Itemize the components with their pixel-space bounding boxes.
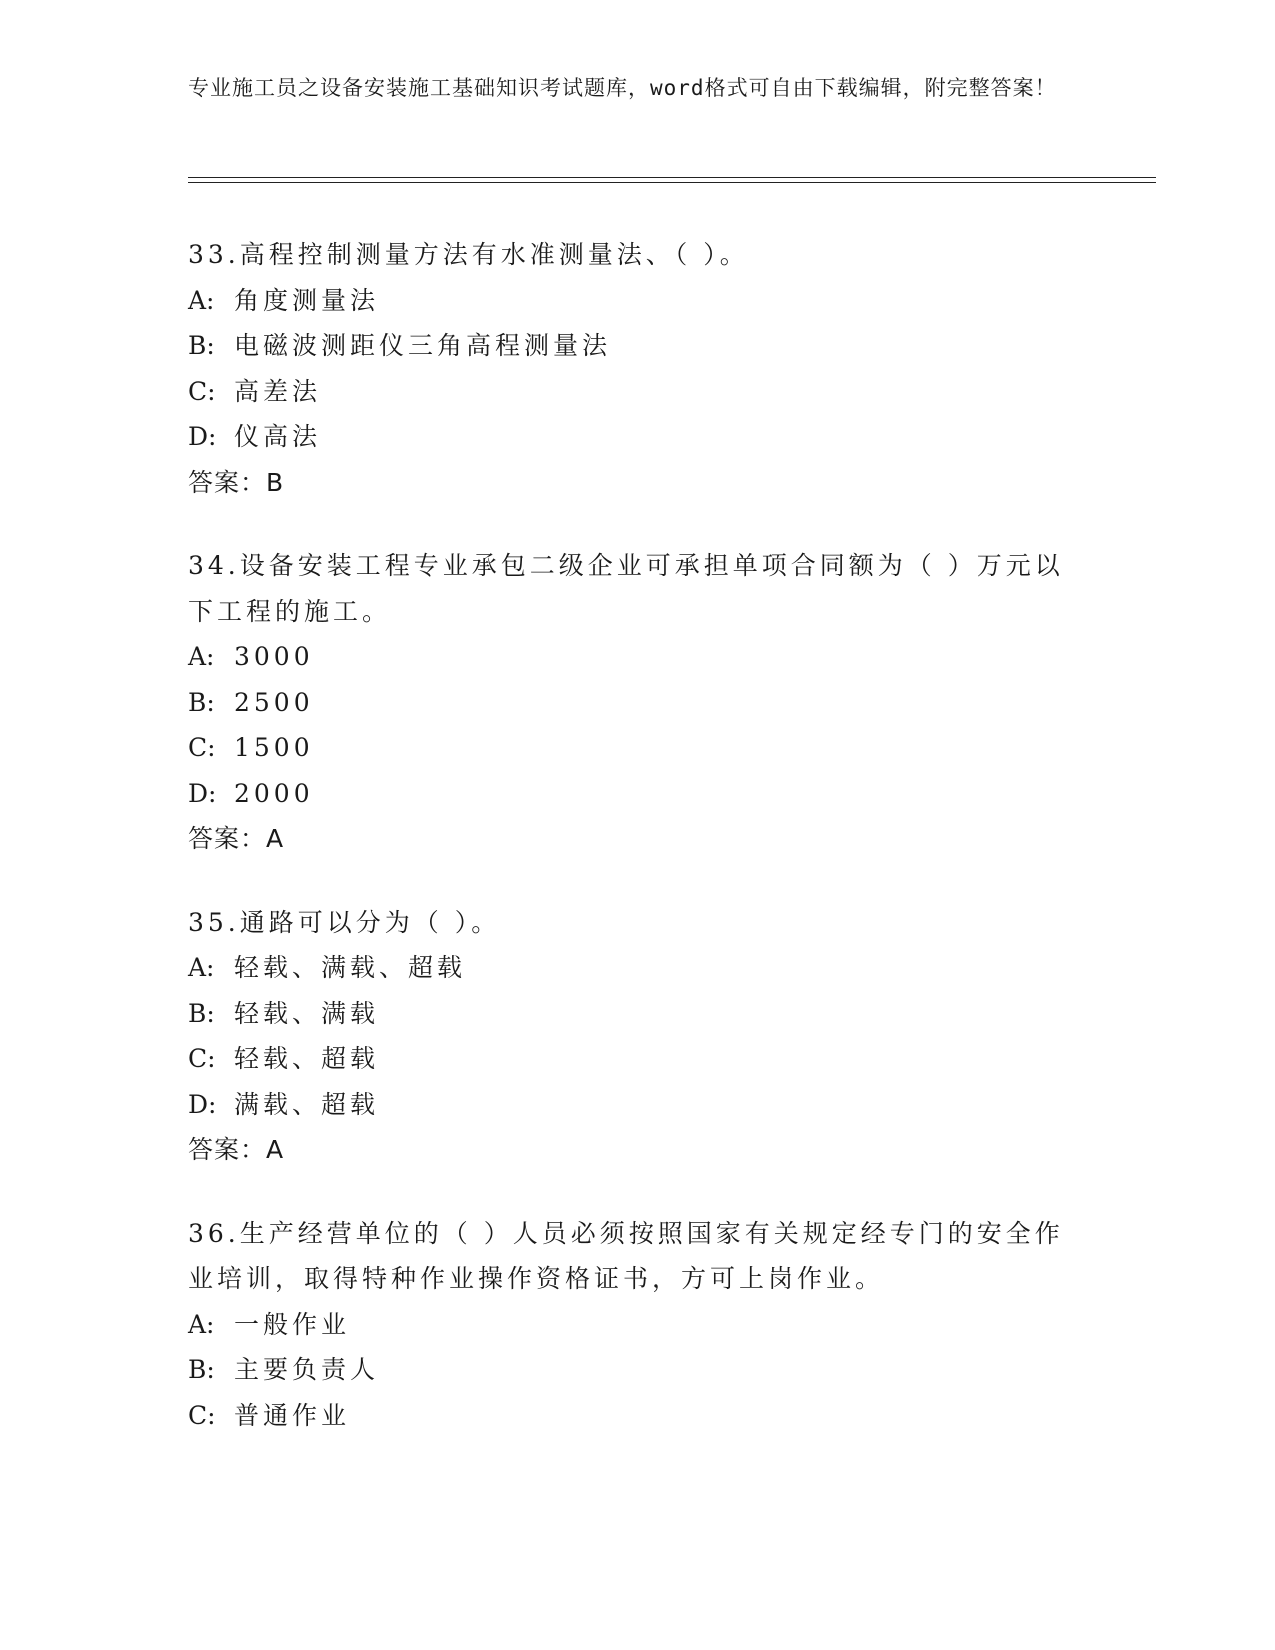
question-34 — [188, 543, 1088, 862]
option-letter: B: — [188, 1355, 215, 1384]
option-letter: C: — [188, 376, 216, 406]
header-divider-bottom — [188, 182, 1156, 183]
option-b — [188, 680, 1088, 726]
option-letter: D: — [188, 778, 217, 808]
option-a — [188, 634, 1088, 680]
question-text: 34.设备安装工程专业承包二级企业可承担单项合同额为（ ）万元以下工程的施工。 — [188, 551, 1064, 626]
option-a — [188, 945, 1088, 991]
option-letter: B: — [188, 998, 215, 1028]
option-letter: D: — [188, 1089, 217, 1119]
option-letter: C: — [188, 1400, 216, 1430]
option-c — [188, 369, 1088, 415]
option-text: 3000 — [234, 642, 314, 671]
option-text: 轻载、满载 — [234, 998, 380, 1028]
option-a — [188, 1302, 1088, 1348]
option-text: 2500 — [234, 687, 314, 717]
option-c — [188, 725, 1088, 771]
option-text: 2000 — [234, 778, 314, 808]
option-letter: D: — [188, 422, 217, 451]
option-text: 高差法 — [234, 376, 322, 406]
option-c — [188, 1393, 1088, 1439]
option-letter: C: — [188, 1044, 216, 1073]
option-text: 轻载、超载 — [234, 1044, 380, 1073]
option-b — [188, 991, 1088, 1037]
question-list — [188, 232, 1088, 1476]
option-b — [188, 1347, 1088, 1393]
answer-line: 答案：A — [188, 1135, 285, 1164]
option-letter: C: — [188, 733, 216, 762]
question-36 — [188, 1211, 1088, 1439]
option-letter: A: — [188, 953, 215, 982]
option-d — [188, 1082, 1088, 1128]
answer-line: 答案：A — [188, 824, 285, 853]
option-c — [188, 1036, 1088, 1082]
option-b — [188, 323, 1088, 369]
option-text: 电磁波测距仪三角高程测量法 — [234, 331, 612, 360]
question-text: 35.通路可以分为（ ）。 — [188, 907, 501, 937]
option-text: 1500 — [234, 733, 314, 762]
question-text: 33.高程控制测量方法有水准测量法、（ ）。 — [188, 240, 749, 269]
option-a — [188, 278, 1088, 324]
option-letter: B: — [188, 331, 215, 360]
document-header: 专业施工员之设备安装施工基础知识考试题库，word格式可自由下载编辑，附完整答案！ — [188, 76, 1057, 100]
question-35 — [188, 900, 1088, 1173]
question-text: 36.生产经营单位的（ ）人员必须按照国家有关规定经专门的安全作业培训，取得特种作业操作资格证书，方可上岗作业。 — [188, 1218, 1064, 1293]
question-33 — [188, 232, 1088, 505]
option-text: 角度测量法 — [234, 285, 380, 315]
option-text: 一般作业 — [234, 1309, 351, 1339]
option-text: 满载、超载 — [234, 1089, 380, 1119]
option-letter: A: — [188, 285, 215, 315]
option-text: 普通作业 — [234, 1400, 351, 1430]
option-text: 仪高法 — [234, 422, 322, 451]
option-d — [188, 771, 1088, 817]
option-letter: A: — [188, 642, 215, 671]
option-letter: A: — [188, 1309, 215, 1339]
option-d — [188, 414, 1088, 460]
header-divider-top — [188, 177, 1156, 178]
option-text: 轻载、满载、超载 — [234, 953, 467, 982]
option-letter: B: — [188, 687, 215, 717]
answer-line: 答案：B — [188, 467, 285, 497]
option-text: 主要负责人 — [234, 1355, 380, 1384]
